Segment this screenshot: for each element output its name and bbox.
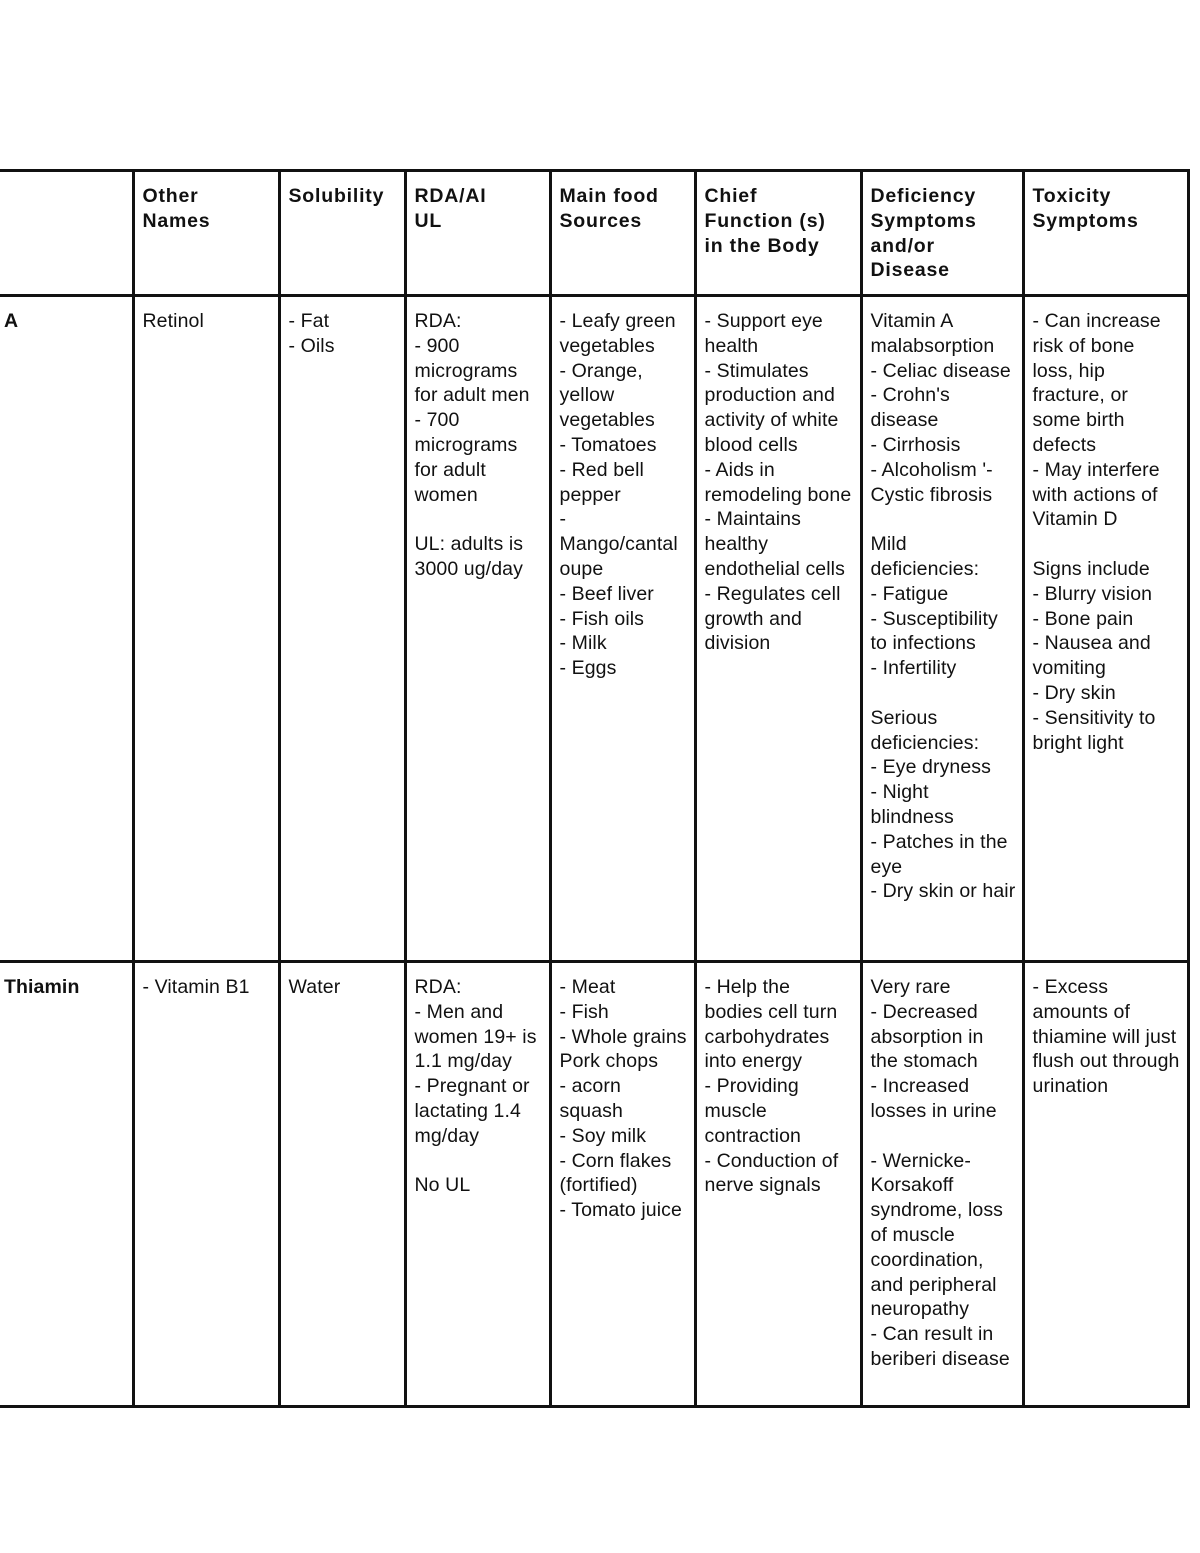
table-row [0,962,1188,1407]
header-toxicity: Toxicity Symptoms [1023,171,1188,296]
rda-cell: RDA: - 900 micrograms for adult men - 700 micrograms for adult women UL: adults is 3000 ug/day [405,296,550,962]
vitamin-table [0,169,1190,1408]
deficiency-cell: Vitamin A malabsorption - Celiac disease - Crohn's disease - Cirrhosis - Alcoholism '- Cystic fibrosis Mild deficiencies: - Fatigue - Susceptibility to infections - Infertility Serious deficiencies: - Eye dryness - Night blindness - Patches in the eye - Dry skin or hair [861,296,1023,962]
header-rda: RDA/AI UL [405,171,550,296]
header-other-names: Other Names [133,171,279,296]
vitamin-name-cell: Thiamin [0,962,133,1407]
other-names-cell: - Vitamin B1 [133,962,279,1407]
table-row [0,296,1188,962]
food-sources-cell: - Leafy green vegetables - Orange, yellow vegetables - Tomatoes - Red bell pepper - Mango/cantaloupe - Beef liver - Fish oils - Milk - Eggs [550,296,695,962]
other-names-cell: Retinol [133,296,279,962]
header-function: Chief Function (s) in the Body [695,171,861,296]
solubility-cell: Water [279,962,405,1407]
food-sources-cell: - Meat - Fish - Whole grains Pork chops - acorn squash - Soy milk - Corn flakes (fortified) - Tomato juice [550,962,695,1407]
deficiency-cell: Very rare - Decreased absorption in the stomach - Increased losses in urine - Wernicke-Korsakoff syndrome, loss of muscle coordination, and peripheral neuropathy - Can result in beriberi disease [861,962,1023,1407]
header-deficiency: Deficiency Symptoms and/or Disease [861,171,1023,296]
table-header-row [0,171,1188,296]
function-cell: - Support eye health - Stimulates production and activity of white blood cells - Aids in remodeling bone - Maintains healthy endothelial cells - Regulates cell growth and division [695,296,861,962]
vitamin-name-cell: A [0,296,133,962]
rda-cell: RDA: - Men and women 19+ is 1.1 mg/day - Pregnant or lactating 1.4 mg/day No UL [405,962,550,1407]
header-solubility: Solubility [279,171,405,296]
header-vitamin [0,171,133,296]
header-food-sources: Main food Sources [550,171,695,296]
solubility-cell: - Fat - Oils [279,296,405,962]
toxicity-cell: - Can increase risk of bone loss, hip fracture, or some birth defects - May interfere with actions of Vitamin D Signs include - Blurry vision - Bone pain - Nausea and vomiting - Dry skin - Sensitivity to bright light [1023,296,1188,962]
function-cell: - Help the bodies cell turn carbohydrates into energy - Providing muscle contraction - Conduction of nerve signals [695,962,861,1407]
toxicity-cell: - Excess amounts of thiamine will just flush out through urination [1023,962,1188,1407]
